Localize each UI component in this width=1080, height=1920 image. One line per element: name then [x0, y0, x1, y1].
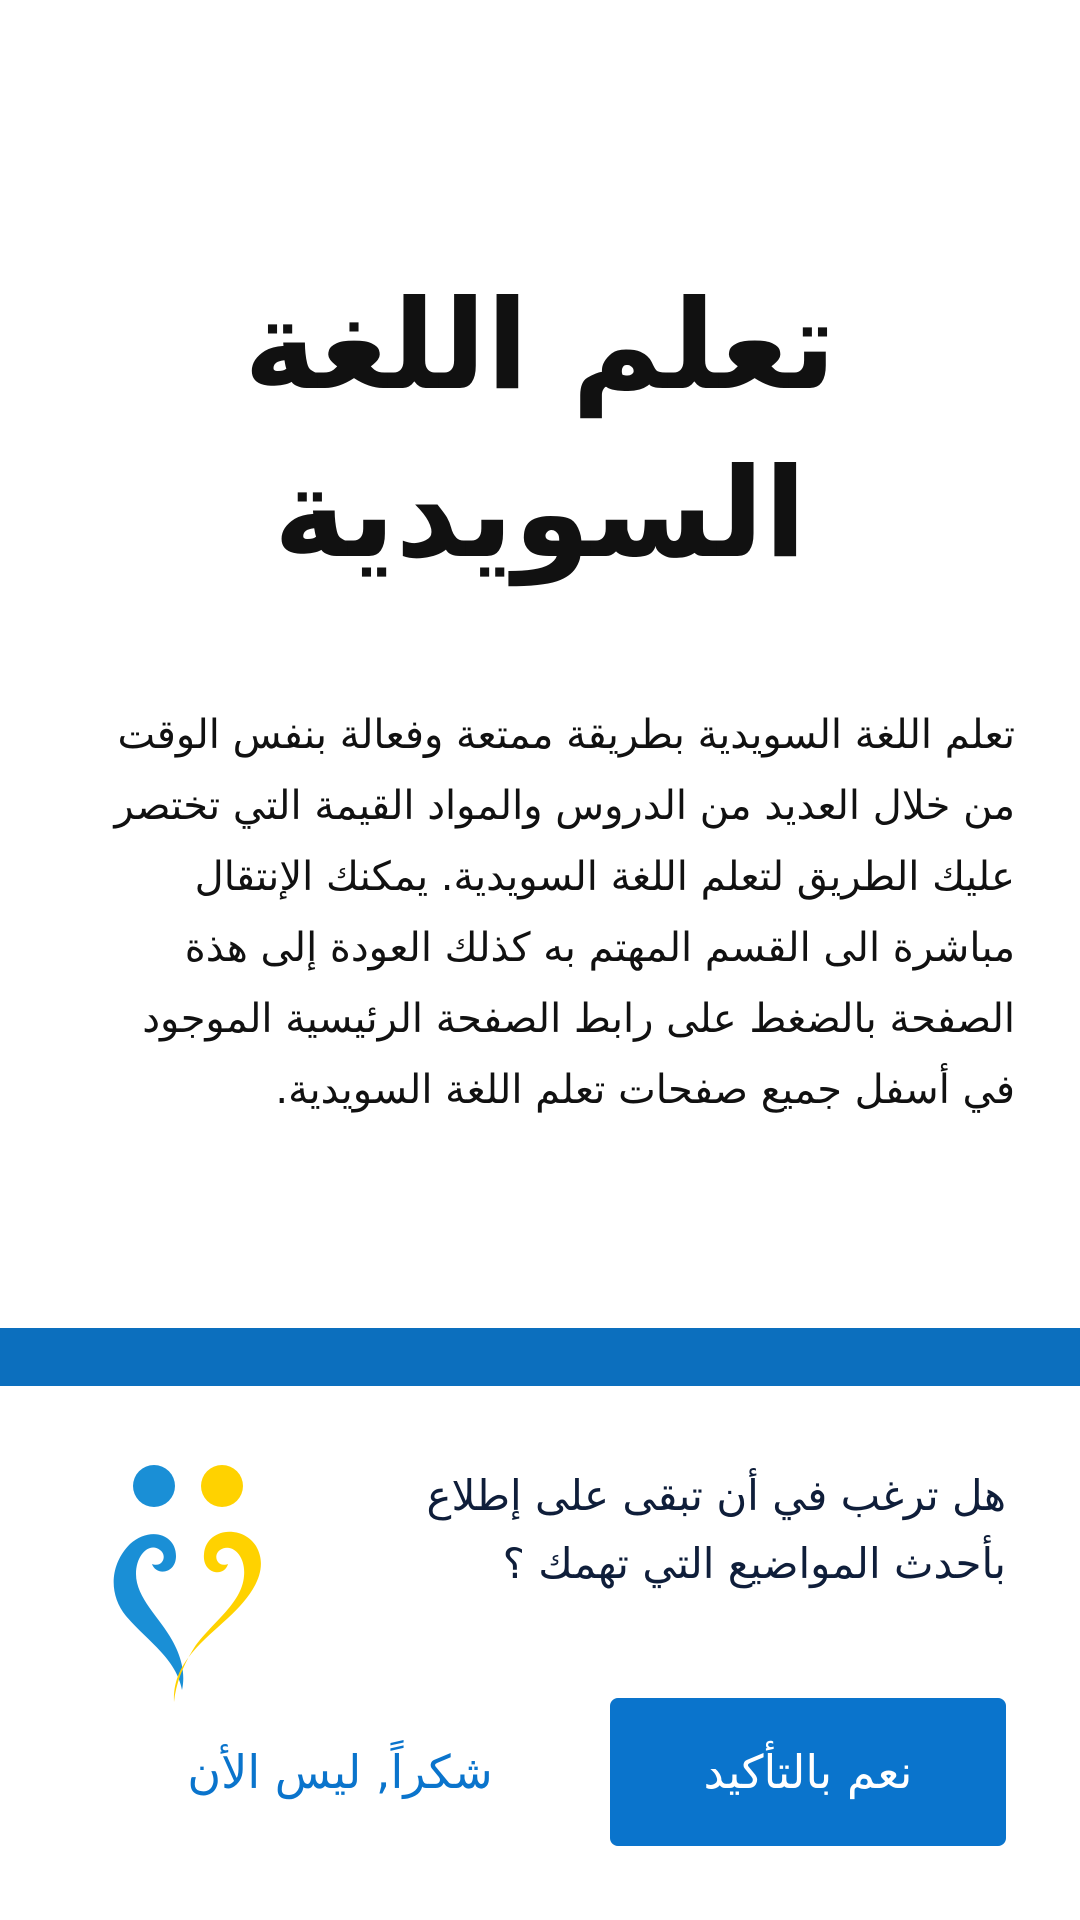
confirm-subscribe-button[interactable]: نعم بالتأكيد: [610, 1698, 1006, 1846]
subscribe-prompt: [0, 1386, 1080, 1920]
page-title-line-2: السويدية: [273, 442, 807, 586]
page-title: [80, 262, 1000, 598]
dismiss-button[interactable]: شكراً, ليس الأن: [150, 1698, 530, 1846]
heart-people-logo-icon: [110, 1458, 270, 1702]
subscribe-question: هل ترغب في أن تبقى على إطلاع بأحدث المواضيع التي تهمك ؟: [426, 1471, 1006, 1588]
prompt-top-bar: [0, 1328, 1080, 1386]
intro-paragraph: تعلم اللغة السويدية بطريقة ممتعة وفعالة بنفس الوقت من خلال العديد من الدروس والمواد القيمة التي تختصر عليك الطريق لتعلم اللغة السويدية. يمكنك الإنتقال مباشرة الى القسم المهتم به كذلك العودة إلى هذة الصفحة بالضغط على رابط الصفحة الرئيسية الموجود في أسفل جميع صفحات تعلم اللغة السويدية.: [114, 712, 1015, 1113]
page-title-line-1: تعلم اللغة: [243, 274, 837, 418]
